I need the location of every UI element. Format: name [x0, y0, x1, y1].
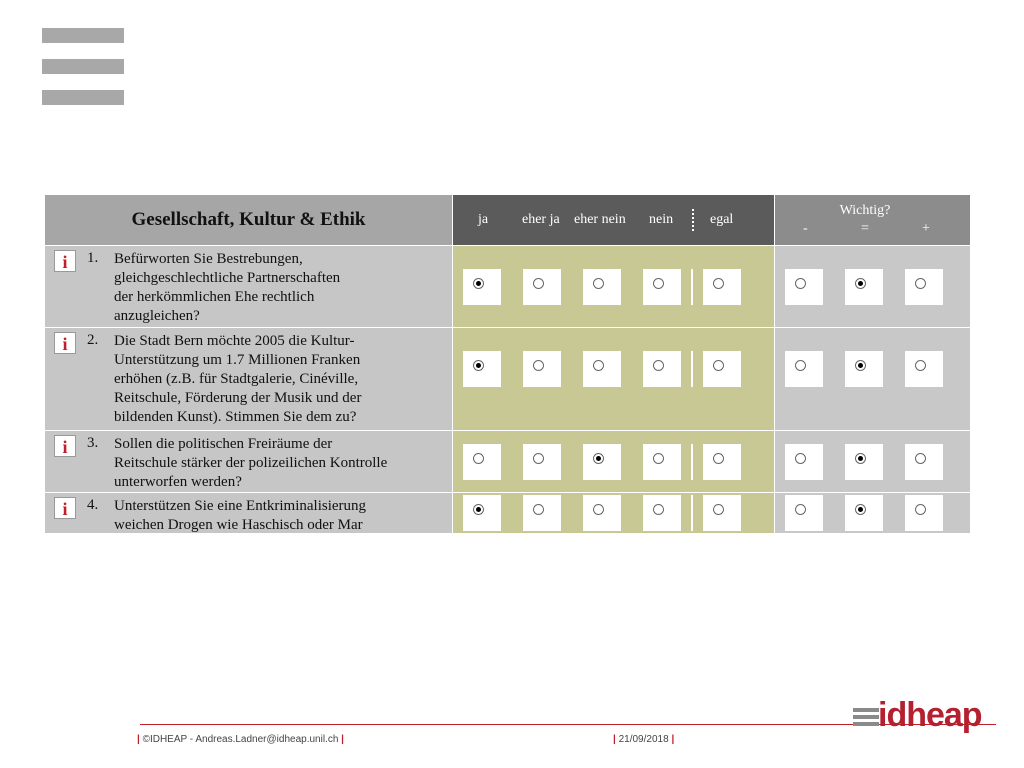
importance-equal: = [861, 221, 869, 236]
question-row [45, 246, 970, 327]
info-icon[interactable]: i [54, 435, 76, 457]
radio-eher-nein[interactable] [583, 269, 621, 305]
importance-header [775, 195, 970, 245]
question-number: 4. [87, 497, 99, 513]
importance-minus: - [803, 221, 808, 236]
radio-eher-nein[interactable] [583, 495, 621, 531]
questionnaire-table [45, 195, 970, 533]
answer-options [453, 246, 774, 327]
radio-circle-icon [533, 504, 544, 515]
radio-eher-ja[interactable] [523, 444, 561, 480]
radio-circle-icon [855, 453, 866, 464]
radio-circle-icon [653, 504, 664, 515]
importance-radio-plus[interactable] [905, 269, 943, 305]
answer-separator [691, 495, 693, 531]
radio-circle-icon [473, 278, 484, 289]
radio-circle-icon [795, 453, 806, 464]
radio-nein[interactable] [643, 351, 681, 387]
question-cell [45, 328, 452, 430]
radio-circle-icon [855, 360, 866, 371]
radio-eher-ja[interactable] [523, 269, 561, 305]
idheap-logo: idheap [878, 696, 982, 734]
radio-circle-icon [915, 278, 926, 289]
radio-circle-icon [473, 360, 484, 371]
importance-radio-plus[interactable] [905, 351, 943, 387]
radio-circle-icon [855, 504, 866, 515]
radio-circle-icon [473, 453, 484, 464]
radio-circle-icon [533, 278, 544, 289]
radio-circle-icon [713, 278, 724, 289]
question-row [45, 431, 970, 492]
radio-circle-icon [653, 360, 664, 371]
radio-circle-icon [593, 360, 604, 371]
footer-copyright-text: ©IDHEAP - Andreas.Ladner@idheap.unil.ch [142, 734, 339, 745]
radio-nein[interactable] [643, 495, 681, 531]
importance-options [775, 328, 970, 430]
radio-circle-icon [713, 504, 724, 515]
importance-options [775, 493, 970, 533]
info-icon[interactable]: i [54, 332, 76, 354]
question-number: 2. [87, 332, 99, 348]
answer-separator [691, 269, 693, 305]
radio-circle-icon [915, 453, 926, 464]
answer-separator [691, 351, 693, 387]
question-row [45, 493, 970, 533]
footer-date-text: 21/09/2018 [618, 734, 669, 745]
radio-nein[interactable] [643, 444, 681, 480]
radio-circle-icon [795, 504, 806, 515]
menu-bar-1 [42, 28, 124, 43]
radio-circle-icon [473, 504, 484, 515]
question-cell [45, 431, 452, 492]
question-row [45, 328, 970, 430]
importance-radio-minus[interactable] [785, 269, 823, 305]
answer-separator [691, 444, 693, 480]
question-text: Unterstützen Sie eine Entkriminalisierung weichen Drogen wie Haschisch oder Mar [114, 498, 367, 533]
question-text: Die Stadt Bern möchte 2005 die Kultur- Unterstützung um 1.7 Millionen Franken erhöhen (z.B. für Stadtgalerie, Cinéville, Reitschule, Förderung der Musik und der bildenden Kunst). Stimmen Sie dem zu? [114, 333, 362, 425]
answer-options [453, 493, 774, 533]
answer-header-separator [692, 209, 694, 231]
answer-options [453, 328, 774, 430]
radio-circle-icon [533, 453, 544, 464]
radio-ja[interactable] [463, 351, 501, 387]
radio-egal[interactable] [703, 351, 741, 387]
radio-egal[interactable] [703, 269, 741, 305]
radio-eher-nein[interactable] [583, 351, 621, 387]
radio-ja[interactable] [463, 269, 501, 305]
importance-radio-minus[interactable] [785, 444, 823, 480]
radio-eher-nein[interactable] [583, 444, 621, 480]
importance-radio-minus[interactable] [785, 495, 823, 531]
answer-header-ja: ja [478, 212, 489, 227]
importance-options [775, 246, 970, 327]
radio-circle-icon [713, 360, 724, 371]
answer-header-eher-ja: eher ja [522, 212, 560, 227]
importance-plus: + [922, 221, 930, 236]
radio-circle-icon [795, 360, 806, 371]
answer-options [453, 431, 774, 492]
radio-circle-icon [855, 278, 866, 289]
footer-date: | 21/09/2018 | [613, 734, 675, 745]
importance-radio-equal[interactable] [845, 444, 883, 480]
radio-eher-ja[interactable] [523, 351, 561, 387]
radio-egal[interactable] [703, 444, 741, 480]
menu-bars-decoration [42, 28, 124, 121]
importance-options [775, 431, 970, 492]
question-text: Befürworten Sie Bestrebungen, gleichgeschlechtliche Partnerschaften der herkömmlichen Ehe rechtlich anzugleichen? [114, 251, 341, 324]
radio-circle-icon [533, 360, 544, 371]
question-text: Sollen die politischen Freiräume der Reitschule stärker der polizeilichen Kontrolle unterworfen werden? [114, 436, 388, 490]
importance-radio-minus[interactable] [785, 351, 823, 387]
radio-circle-icon [653, 453, 664, 464]
section-title: Gesellschaft, Kultur & Ethik [45, 195, 452, 245]
answer-header-nein: nein [649, 212, 674, 227]
answer-header [453, 195, 774, 245]
radio-circle-icon [653, 278, 664, 289]
radio-circle-icon [915, 504, 926, 515]
menu-bar-2 [42, 59, 124, 74]
radio-circle-icon [593, 453, 604, 464]
radio-circle-icon [593, 504, 604, 515]
radio-ja[interactable] [463, 444, 501, 480]
question-number: 3. [87, 435, 99, 451]
menu-bar-3 [42, 90, 124, 105]
importance-radio-equal[interactable] [845, 269, 883, 305]
question-cell [45, 493, 452, 533]
radio-egal[interactable] [703, 495, 741, 531]
radio-eher-ja[interactable] [523, 495, 561, 531]
radio-nein[interactable] [643, 269, 681, 305]
question-cell [45, 246, 452, 327]
radio-circle-icon [593, 278, 604, 289]
radio-ja[interactable] [463, 495, 501, 531]
question-number: 1. [87, 250, 99, 266]
importance-radio-plus[interactable] [905, 495, 943, 531]
radio-circle-icon [713, 453, 724, 464]
logo-lines-icon [853, 708, 879, 729]
answer-header-egal: egal [710, 212, 734, 227]
footer-copyright: | ©IDHEAP - Andreas.Ladner@idheap.unil.ch | [137, 734, 344, 745]
answer-header-eher-nein: eher nein [574, 212, 626, 227]
importance-radio-equal[interactable] [845, 351, 883, 387]
importance-radio-equal[interactable] [845, 495, 883, 531]
importance-title: Wichtig? [839, 203, 891, 218]
radio-circle-icon [795, 278, 806, 289]
info-icon[interactable]: i [54, 250, 76, 272]
info-icon[interactable]: i [54, 497, 76, 519]
importance-radio-plus[interactable] [905, 444, 943, 480]
radio-circle-icon [915, 360, 926, 371]
